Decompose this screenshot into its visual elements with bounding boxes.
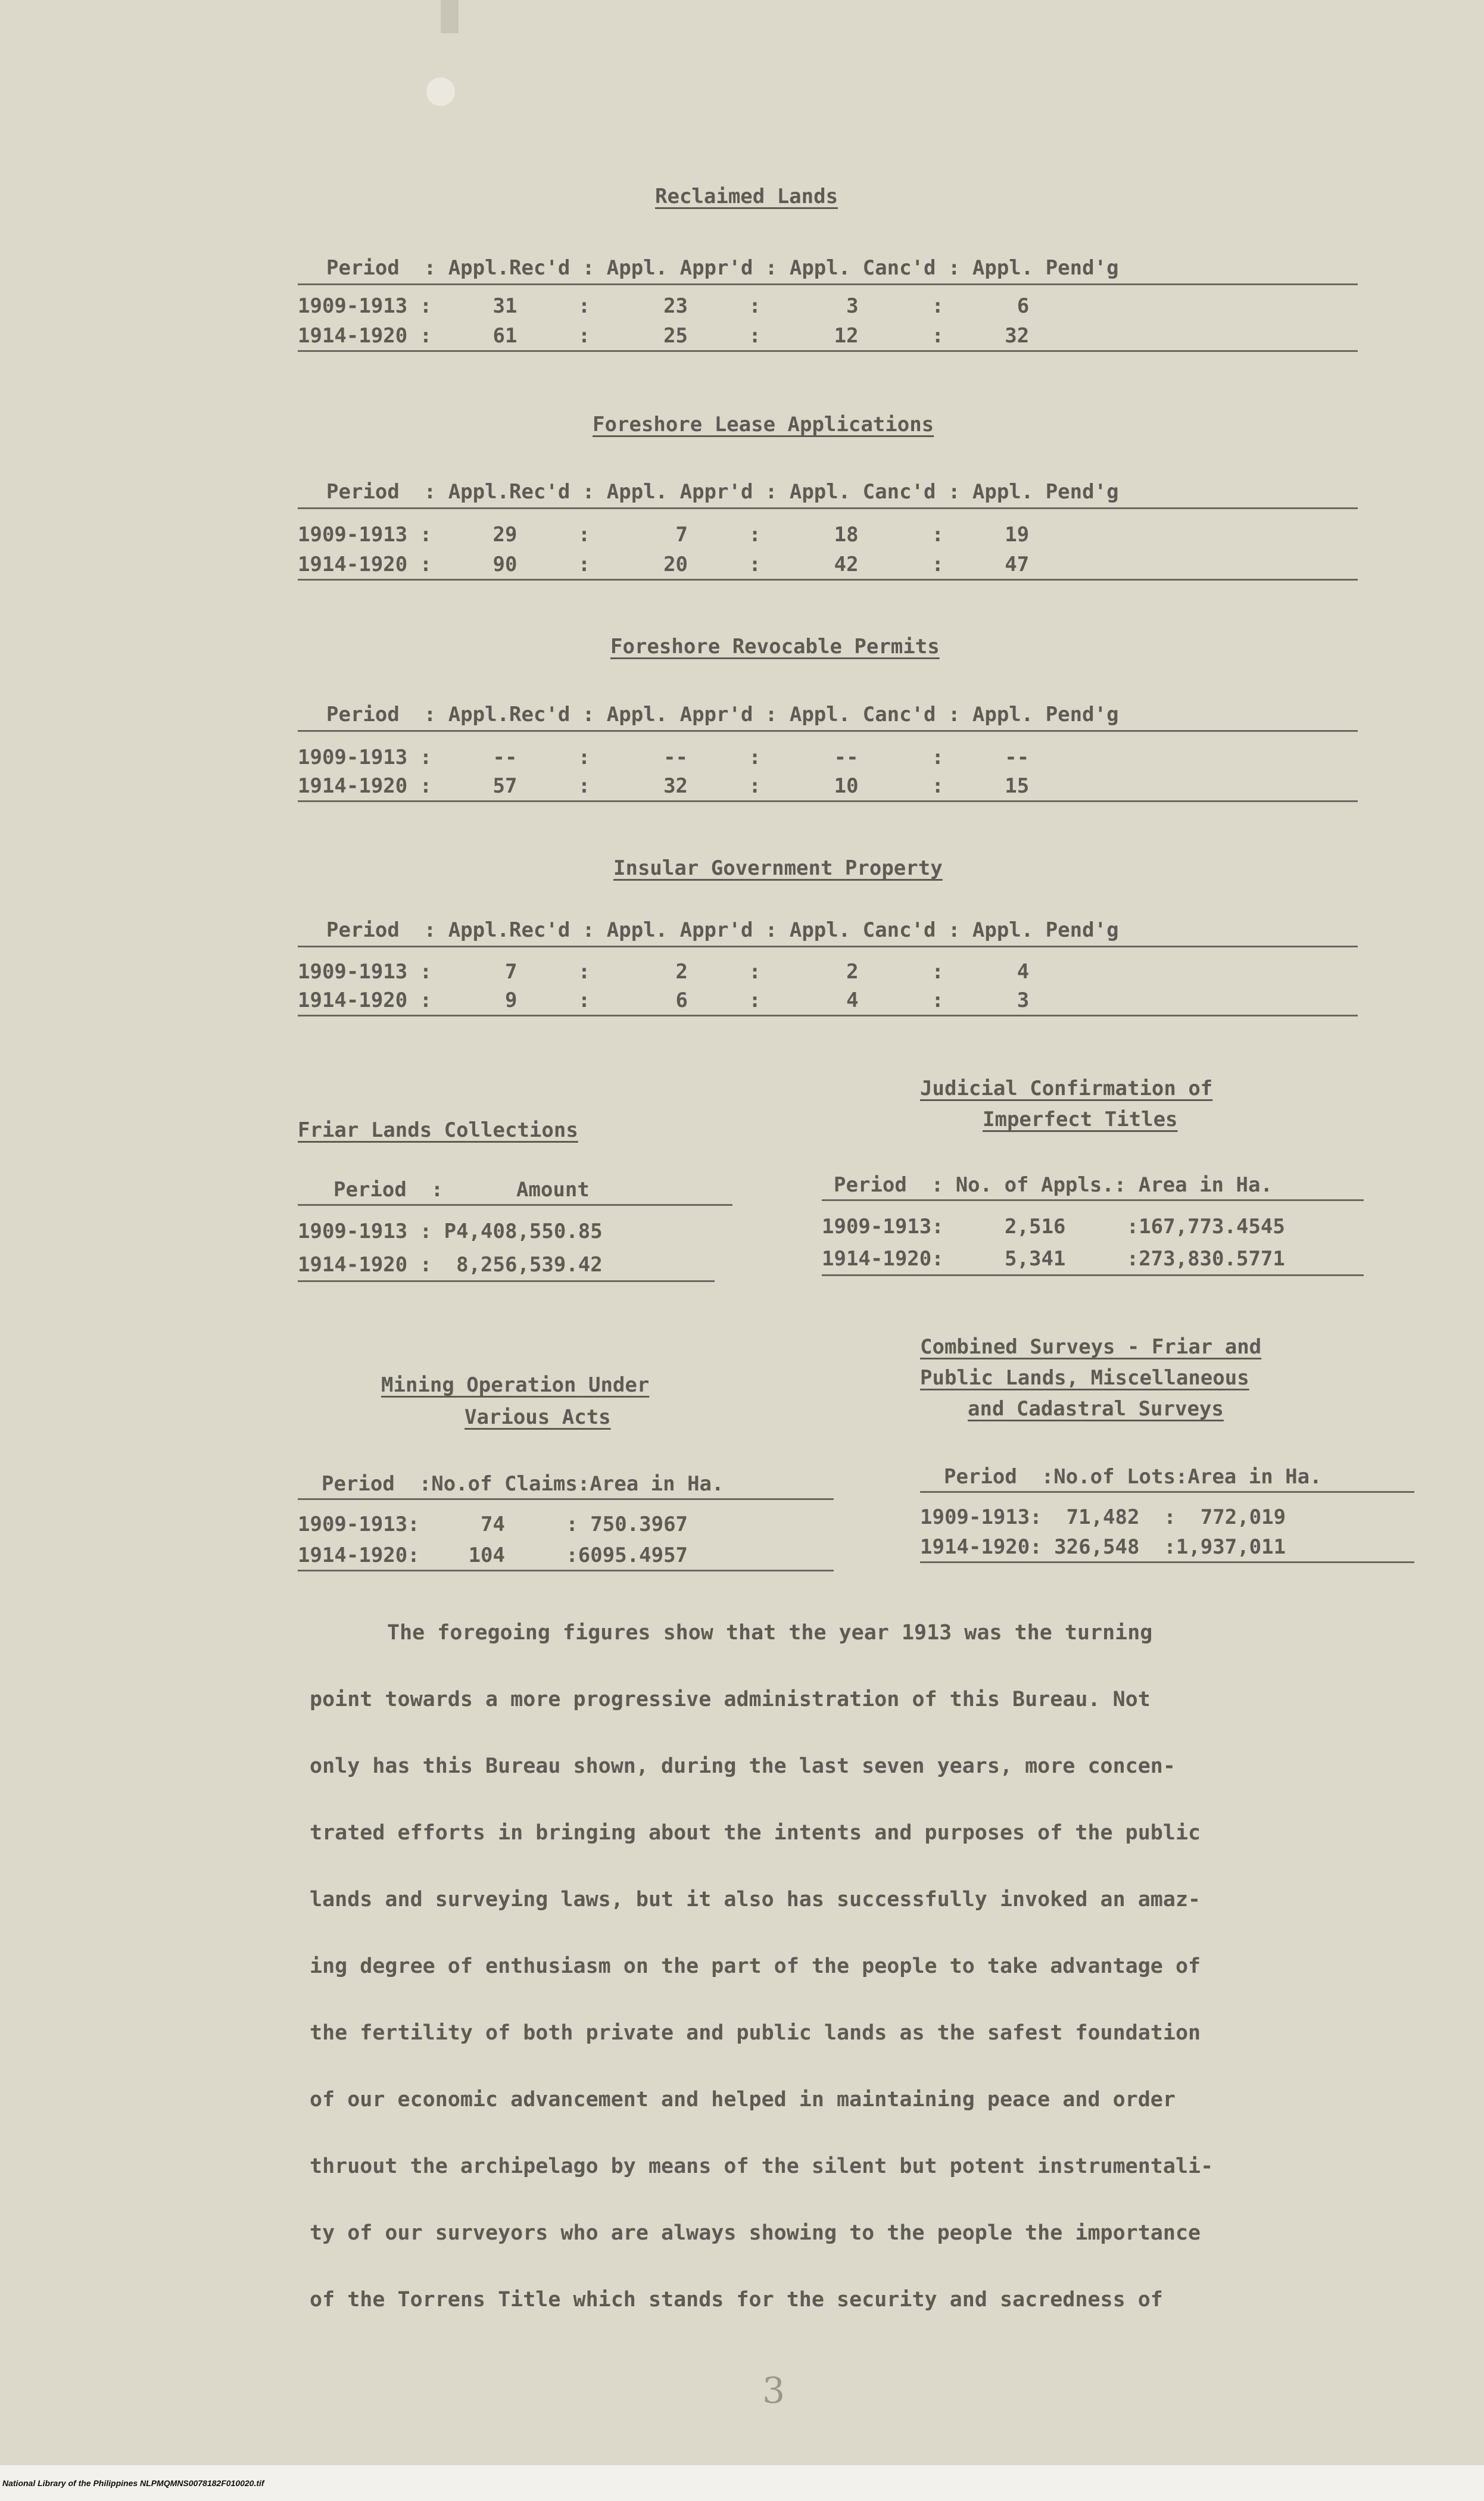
table-row: 1909-1913: 74 : 750.3967	[298, 1513, 688, 1536]
paragraph-line: only has this Bureau shown, during the last seven years, more concen-	[310, 1754, 1176, 1778]
rule	[298, 1015, 1358, 1016]
paragraph-line: thruout the archipelago by means of the silent but potent instrumentali-	[310, 2154, 1214, 2178]
tape-mark	[441, 0, 459, 33]
table-header: Period : Appl.Rec'd : Appl. Appr'd : Appl. Canc'd : Appl. Pend'g	[326, 256, 1119, 280]
paragraph-line: of our economic advancement and helped in maintaining peace and order	[310, 2088, 1176, 2112]
paragraph-line: trated efforts in bringing about the intents and purposes of the public	[310, 1821, 1201, 1845]
table-title: Foreshore Lease Applications	[593, 413, 934, 436]
rule	[298, 350, 1358, 352]
rule	[298, 579, 1358, 581]
table-header: Period : Appl.Rec'd : Appl. Appr'd : Appl. Canc'd : Appl. Pend'g	[326, 480, 1119, 504]
table-header: Period : Appl.Rec'd : Appl. Appr'd : Appl. Canc'd : Appl. Pend'g	[326, 918, 1119, 942]
table-title: Foreshore Revocable Permits	[610, 635, 940, 659]
table-row: 1914-1920: 5,341 :273,830.5771	[822, 1247, 1285, 1271]
table-header: Period : Amount	[333, 1178, 590, 1202]
rule	[298, 1280, 715, 1282]
paragraph-line: The foregoing figures show that the year 1913 was the turning	[387, 1621, 1153, 1645]
section-title: and Cadastral Surveys	[968, 1397, 1224, 1421]
rule	[298, 1204, 732, 1206]
table-title: Insular Government Property	[613, 856, 943, 880]
paragraph-line: ing degree of enthusiasm on the part of the people to take advantage of	[310, 1954, 1201, 1978]
rule	[298, 1570, 834, 1571]
paragraph-line: point towards a more progressive administration of this Bureau. Not	[310, 1688, 1151, 1711]
table-header: Period : Appl.Rec'd : Appl. Appr'd : Appl. Canc'd : Appl. Pend'g	[326, 703, 1119, 726]
rule	[298, 946, 1358, 947]
rule	[822, 1274, 1364, 1276]
section-title: Friar Lands Collections	[298, 1118, 578, 1142]
table-row: 1914-1920: 104 :6095.4957	[298, 1543, 688, 1567]
table-row: 1914-1920 : 57 : 32 : 10 : 15	[298, 774, 1030, 798]
paragraph-line: ty of our surveyors who are always showing to the people the importance	[310, 2221, 1201, 2245]
table-row: 1914-1920 : 8,256,539.42	[298, 1253, 603, 1277]
table-row: 1914-1920 : 90 : 20 : 42 : 47	[298, 553, 1030, 576]
table-row: 1909-1913 : P4,408,550.85	[298, 1220, 603, 1243]
table-row: 1914-1920 : 9 : 6 : 4 : 3	[298, 988, 1030, 1012]
table-header: Period : No. of Appls.: Area in Ha.	[834, 1173, 1273, 1197]
rule	[298, 1498, 834, 1500]
table-title: Reclaimed Lands	[655, 185, 838, 208]
table-row: 1909-1913 : -- : -- : -- : --	[298, 746, 1030, 769]
table-row: 1909-1913 : 7 : 2 : 2 : 4	[298, 960, 1030, 984]
rule	[298, 730, 1358, 732]
table-row: 1914-1920 : 61 : 25 : 12 : 32	[298, 324, 1030, 348]
table-row: 1909-1913: 71,482 : 772,019	[920, 1505, 1286, 1529]
paragraph-line: the fertility of both private and public lands as the safest foundation	[310, 2021, 1201, 2045]
table-header: Period :No.of Claims:Area in Ha.	[322, 1472, 724, 1496]
rule	[298, 507, 1358, 509]
rule	[298, 283, 1358, 285]
table-row: 1914-1920: 326,548 :1,937,011	[920, 1535, 1286, 1559]
paragraph-line: of the Torrens Title which stands for the security and sacredness of	[310, 2288, 1163, 2312]
section-title: Imperfect Titles	[983, 1108, 1178, 1131]
rule	[920, 1491, 1414, 1493]
paragraph-line: lands and surveying laws, but it also has successfully invoked an amaz-	[310, 1888, 1201, 1911]
rule	[822, 1199, 1364, 1201]
archive-footer: National Library of the Philippines NLPMQMNS0078182F010020.tif	[0, 2465, 1484, 2501]
body-paragraph	[310, 1599, 1441, 2333]
section-title: Combined Surveys - Friar and	[920, 1335, 1262, 1359]
section-title: Mining Operation Under	[381, 1373, 650, 1397]
table-row: 1909-1913: 2,516 :167,773.4545	[822, 1215, 1285, 1239]
table-row: 1909-1913 : 31 : 23 : 3 : 6	[298, 294, 1030, 318]
punch-hole	[426, 77, 455, 106]
rule	[920, 1561, 1414, 1563]
page-number: 3	[762, 2370, 785, 2412]
section-title: Judicial Confirmation of	[920, 1077, 1213, 1100]
section-title: Public Lands, Miscellaneous	[920, 1366, 1249, 1390]
table-header: Period :No.of Lots:Area in Ha.	[944, 1465, 1322, 1489]
section-title: Various Acts	[464, 1405, 611, 1429]
table-row: 1909-1913 : 29 : 7 : 18 : 19	[298, 523, 1030, 547]
rule	[298, 800, 1358, 802]
